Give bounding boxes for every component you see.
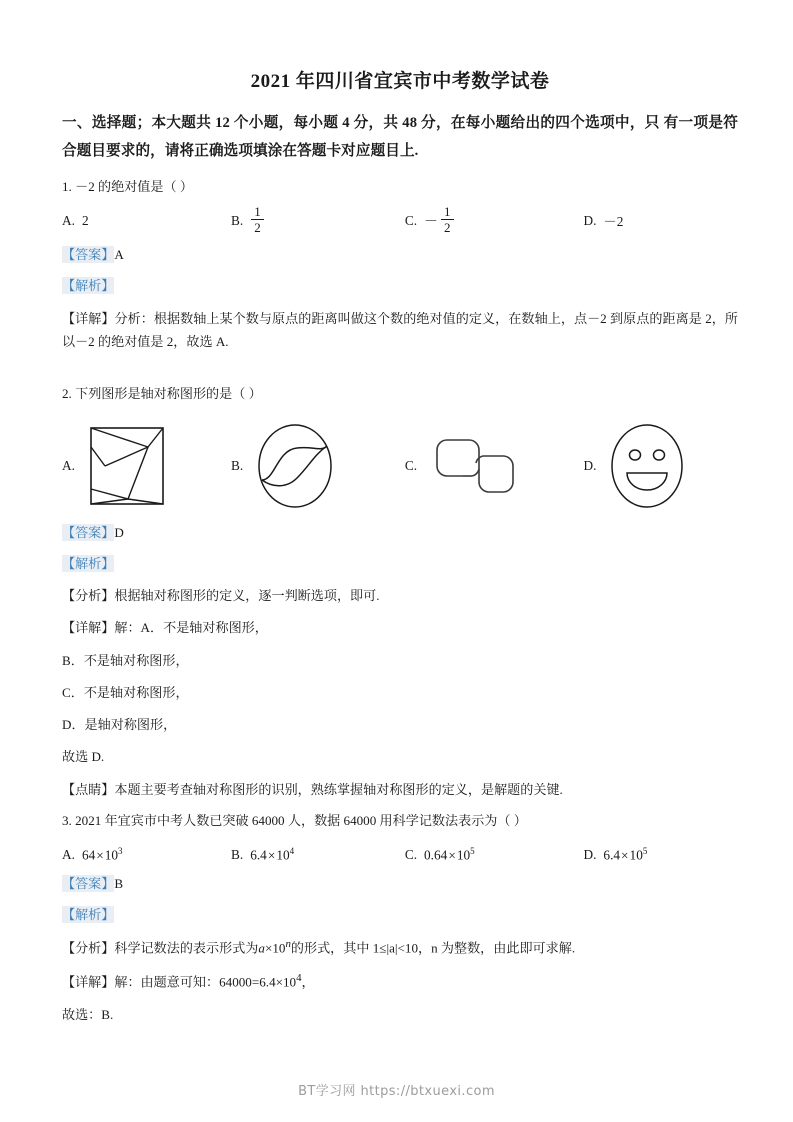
option-1-c-fraction bbox=[441, 205, 454, 234]
answer-tag: 【答案】 bbox=[62, 247, 115, 263]
question-2-detail-line-b: B．不是轴对称图形， bbox=[62, 652, 189, 668]
fenxi-tag: 【分析】 bbox=[62, 588, 115, 603]
section-intro-line-2: 有一项是符合题目要求的，请将正确选项填涂在答题卡对应题目上. bbox=[62, 115, 738, 160]
option-1-b-label: B. bbox=[231, 212, 244, 228]
tennis-ball-icon bbox=[253, 422, 337, 510]
question-2-options bbox=[62, 420, 738, 512]
smiley-face-icon bbox=[606, 422, 688, 510]
option-3-a[interactable] bbox=[62, 846, 231, 863]
question-2-answer-line bbox=[62, 522, 738, 544]
option-2-a-label: A. bbox=[62, 457, 75, 473]
option-2-a[interactable] bbox=[62, 425, 231, 507]
question-2-stem bbox=[62, 383, 738, 405]
option-3-c-mantissa: 0.64 bbox=[424, 847, 448, 863]
option-2-d[interactable] bbox=[583, 422, 738, 510]
question-2-conclusion: 故选 D. bbox=[62, 749, 105, 765]
option-1-c-numerator: 1 bbox=[441, 205, 454, 220]
question-3-answer: B bbox=[114, 875, 124, 891]
analysis-tag: 【解析】 bbox=[62, 278, 115, 294]
option-1-c-denominator: 2 bbox=[444, 220, 451, 236]
option-3-a-mantissa: 64 bbox=[81, 847, 96, 863]
option-1-b-denominator: 2 bbox=[254, 220, 261, 236]
question-1-detail-text: 分析：根据数轴上某个数与原点的距离叫做这个数的绝对值的定义，在数轴上，点－2 到原点的距离是 2，所以－2 的绝对值是 2，故选 A. bbox=[62, 310, 739, 349]
question-3-number: 3. bbox=[62, 813, 72, 829]
question-3-detail-pre: 解：由题意可知：64000=6.4×10 bbox=[114, 974, 297, 990]
question-1-stem bbox=[62, 176, 738, 198]
option-3-d-mantissa: 6.4 bbox=[603, 847, 621, 863]
option-2-d-label: D. bbox=[583, 457, 597, 473]
question-2-number: 2. bbox=[62, 386, 72, 402]
option-1-a[interactable] bbox=[62, 213, 231, 229]
multiply-icon: × bbox=[621, 847, 629, 863]
multiply-icon: × bbox=[448, 847, 456, 863]
option-1-a-value: 2 bbox=[81, 212, 89, 228]
xiangjie-tag: 【详解】 bbox=[62, 620, 115, 636]
question-3-detail-exponent: 4 bbox=[296, 971, 302, 984]
option-2-c[interactable] bbox=[405, 426, 584, 506]
option-3-b-value: $6.4\times 10^4$ bbox=[250, 846, 295, 863]
question-1-detail bbox=[62, 307, 738, 354]
question-1-text: －2 的绝对值是（ ） bbox=[75, 178, 193, 194]
option-1-b-numerator: 1 bbox=[251, 205, 264, 220]
xiangjie-tag: 【详解】 bbox=[62, 310, 115, 326]
option-3-c-exponent: 5 bbox=[470, 846, 475, 857]
option-1-c-label: C. bbox=[404, 212, 418, 228]
question-2-text: 下列图形是轴对称图形的是（ ） bbox=[75, 386, 262, 402]
question-2-detail-line-d: D．是轴对称图形， bbox=[62, 717, 177, 733]
interlocking-links-icon bbox=[427, 426, 523, 506]
option-2-c-label: C. bbox=[404, 457, 418, 473]
option-1-c[interactable] bbox=[405, 206, 584, 235]
option-1-a-label: A. bbox=[62, 212, 75, 228]
question-3-stem bbox=[62, 810, 738, 832]
analysis-tag: 【解析】 bbox=[62, 907, 115, 922]
question-1-options bbox=[62, 206, 738, 235]
page-title: 2021 年四川省宜宾市中考数学试卷 bbox=[250, 71, 550, 92]
question-3-text: 2021 年宜宾市中考人数已突破 64000 人，数据 64000 用科学记数法表示为（ ） bbox=[75, 813, 527, 829]
answer-tag: 【答案】 bbox=[62, 875, 115, 891]
option-2-b[interactable] bbox=[231, 422, 405, 510]
option-3-b[interactable] bbox=[231, 846, 405, 863]
question-2-detail-line-c: C．不是轴对称图形， bbox=[62, 684, 189, 700]
question-2-dianjing-text: 本题主要考查轴对称图形的识别，熟练掌握轴对称图形的定义，是解题的关键. bbox=[114, 781, 563, 797]
question-3-fenxi-pre: 科学记数法的表示形式为 bbox=[114, 940, 259, 956]
footer-watermark: BT学习网 https://btxuexi.com bbox=[298, 1084, 495, 1099]
option-1-d-label: D. bbox=[583, 212, 597, 228]
option-3-a-label: A. bbox=[62, 847, 75, 863]
option-3-a-value: $64\times 10^3$ bbox=[81, 846, 123, 863]
option-3-b-exponent: 4 bbox=[289, 846, 295, 857]
question-2-analysis-line bbox=[62, 553, 738, 575]
section-intro-line-1: 一、选择题；本大题共 12 个小题，每小题 4 分，共 48 分，在每小题给出的四个选项中，只 bbox=[62, 115, 660, 131]
question-block-3 bbox=[62, 810, 738, 1026]
question-3-fenxi: 【分析】科学记数法的表示形式为$a\times 10^n$的形式，其中 1≤|a|<10，n 为整数，由此即可求解. bbox=[62, 938, 576, 956]
question-2-detail-head bbox=[62, 616, 738, 639]
question-2-fenxi bbox=[62, 584, 738, 607]
question-1-number: 1. bbox=[62, 178, 72, 194]
question-3-conclusion: 故选：B. bbox=[62, 1006, 114, 1022]
option-3-d-value: $6.4\times 10^5$ bbox=[603, 846, 648, 863]
fenxi-tag: 【分析】 bbox=[62, 940, 115, 956]
section-intro bbox=[62, 109, 738, 166]
option-3-a-exponent: 3 bbox=[118, 846, 123, 857]
answer-tag: 【答案】 bbox=[62, 524, 115, 540]
dianjing-tag: 【点睛】 bbox=[62, 781, 115, 797]
option-2-b-label: B. bbox=[231, 457, 244, 473]
option-3-c[interactable] bbox=[405, 846, 584, 863]
question-block-1 bbox=[62, 176, 738, 353]
question-3-answer-line bbox=[62, 873, 738, 895]
question-3-fenxi-mid: 的形式，其中 1≤|a|<10，n 为整数，由此即可求解. bbox=[290, 940, 576, 956]
question-2-fenxi-text: 根据轴对称图形的定义，逐一判断选项，即可. bbox=[114, 588, 380, 603]
option-1-b[interactable] bbox=[231, 206, 405, 235]
question-2-dianjing bbox=[62, 778, 738, 801]
multiply-icon: × bbox=[267, 847, 276, 863]
question-2-answer: D bbox=[114, 524, 124, 540]
question-1-answer-line bbox=[62, 244, 738, 266]
option-3-c-value: $0.64\times 10^5$ bbox=[424, 846, 475, 863]
question-3-analysis-line bbox=[62, 904, 738, 926]
question-3-detail-post: ， bbox=[301, 974, 315, 990]
question-1-analysis-line bbox=[62, 275, 738, 297]
question-3-options bbox=[62, 846, 738, 863]
analysis-tag: 【解析】 bbox=[62, 555, 115, 571]
question-3-formula-exponent: n bbox=[285, 938, 291, 951]
xiangjie-tag: 【详解】 bbox=[62, 974, 115, 990]
multiply-icon: × bbox=[264, 940, 273, 956]
option-1-c-sign: － bbox=[424, 214, 439, 230]
option-1-d-value: －2 bbox=[603, 214, 624, 230]
option-3-d-label: D. bbox=[583, 847, 597, 863]
option-3-c-label: C. bbox=[404, 847, 418, 863]
multiply-icon: × bbox=[96, 847, 104, 863]
question-3-detail bbox=[62, 969, 738, 994]
question-block-2 bbox=[62, 383, 738, 801]
question-2-detail-head-text: 解：A．不是轴对称图形， bbox=[114, 620, 268, 636]
option-3-b-label: B. bbox=[231, 847, 244, 863]
option-3-d[interactable] bbox=[583, 846, 738, 863]
option-3-b-mantissa: 6.4 bbox=[250, 847, 267, 863]
option-1-b-fraction bbox=[251, 205, 264, 234]
square-in-square-icon bbox=[85, 425, 169, 507]
question-1-answer: A bbox=[114, 247, 124, 263]
option-1-d[interactable] bbox=[583, 211, 738, 230]
question-3-formula: a bbox=[258, 940, 265, 956]
option-3-d-exponent: 5 bbox=[642, 846, 648, 857]
